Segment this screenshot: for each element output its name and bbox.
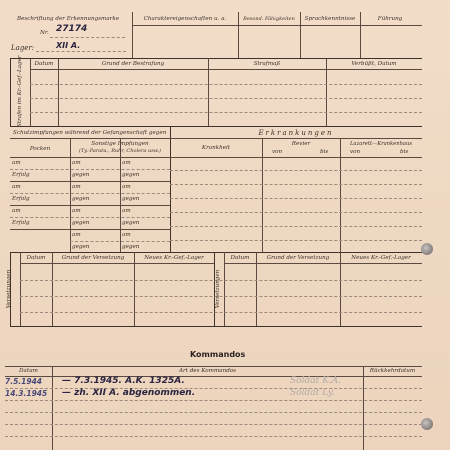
versetzungen-side-label-left: Versetzungen <box>6 269 12 309</box>
kommando-art-header: Art des Kommandos <box>178 368 237 374</box>
erkennungsmarke-label: Beschriftung der Erkennungsmarke <box>17 16 120 22</box>
sonstige-subheader: (Ty.-Paratu., Ruhr, Cholera usw.) <box>78 148 162 154</box>
sonstige-header: Sonstige Impfungen <box>91 141 149 147</box>
versetzungen-side-label-right: Versetzungen <box>215 269 221 309</box>
versetzung-lager-header-2: Neues Kr.-Gef.-Lager <box>351 255 411 261</box>
faehigkeiten-label: Besond. Fähigkeiten <box>243 16 295 22</box>
erkrankungen-title: Erkrankungen <box>258 129 334 137</box>
versetzung-lager-header: Neues Kr.-Gef.-Lager <box>144 255 204 261</box>
nr-label: Nr. <box>40 30 49 36</box>
kommandos-title: Kommandos <box>190 350 246 359</box>
lager-label: Lager: <box>11 44 35 52</box>
punch-hole <box>421 418 433 430</box>
sprachkenntnisse-label: Sprachkenntnisse <box>304 16 356 22</box>
kommando-entry-art: — zh. XII A. abgenommen. <box>62 388 196 398</box>
revier-bis: bis <box>320 149 329 155</box>
kommando-entry-art: — 7.3.1945. A.K. 1325A. <box>62 376 185 386</box>
strafen-strafmass-header: Strafmaß <box>253 61 281 67</box>
lazarett-bis: bis <box>400 149 409 155</box>
charakter-label: Charaktereigenschaften u. a. <box>143 16 227 22</box>
lager-value: XII A. <box>56 41 81 50</box>
versetzung-grund-header-2: Grund der Versetzung <box>266 255 330 261</box>
kommando-entry-datum: 14.3.1945 <box>5 389 48 398</box>
pow-record-card: Beschriftung der Erkennungsmarke Nr. 27174 Lager: XII A. Charaktereigenschaften u. a. Besond. Fähigkeiten Sprachkenntnisse Führung Strafen im Kr.-Gef.-Lager Datum Grund der Bestrafung Strafmaß Verbüßt, Datum Schutzimpfungen während der Gefangenschaft gegen Pocken Sonstige Impfungen (Ty.-Paratu., Ruhr, Cholera usw.) am am am Erfolg gegen gegen am am am Erfolg gegen gegen am am am Erfolg gegen gegen am am gegen gegen Erkrankungen Krankheit Revier von bis Lazarett—Krankenhaus von bis Versetzungen Versetzungen Datum Grund der Versetzung Neues Kr.-Gef.-Lager Datum Grund der Versetzung Neues Kr.-Gef.-Lager Kommandos Datum Art des Kommandos Rückkehrdatum 7.5.1944 — 7.3.1945. A.K. 1325A. Soldat K.A. 14.3.1945 — zh. XII A. abgenommen. Soldat Ly. <box>0 0 450 450</box>
impfungen-title: Schutzimpfungen während der Gefangenschaft gegen <box>13 130 167 136</box>
versetzung-datum-header-2: Datum <box>230 255 250 261</box>
revier-header: Revier <box>291 141 311 147</box>
strafen-grund-header: Grund der Bestrafung <box>101 61 165 67</box>
pocken-header: Pocken <box>29 146 51 152</box>
kommando-datum-header: Datum <box>19 368 38 374</box>
strafen-verbuesst-header: Verbüßt, Datum <box>351 61 397 67</box>
krankheit-header: Krankheit <box>201 145 231 151</box>
versetzung-datum-header: Datum <box>26 255 46 261</box>
lazarett-header: Lazarett—Krankenhaus <box>349 141 413 147</box>
revier-von: von <box>272 149 283 155</box>
nr-value: 27174 <box>56 24 88 34</box>
kommando-entry-datum: 7.5.1944 <box>5 377 43 386</box>
versetzung-grund-header: Grund der Versetzung <box>61 255 125 261</box>
strafen-datum-header: Datum <box>34 61 54 67</box>
kommando-entry-note: Soldat Ly. <box>290 388 335 398</box>
punch-hole <box>421 243 433 255</box>
strafen-side-label: Strafen im Kr.-Gef.-Lager <box>17 55 23 127</box>
kommando-entry-note: Soldat K.A. <box>290 376 342 386</box>
fuehrung-label: Führung <box>377 16 403 22</box>
kommando-rueckkehr-header: Rückkehrdatum <box>369 368 416 374</box>
lazarett-von: von <box>350 149 361 155</box>
